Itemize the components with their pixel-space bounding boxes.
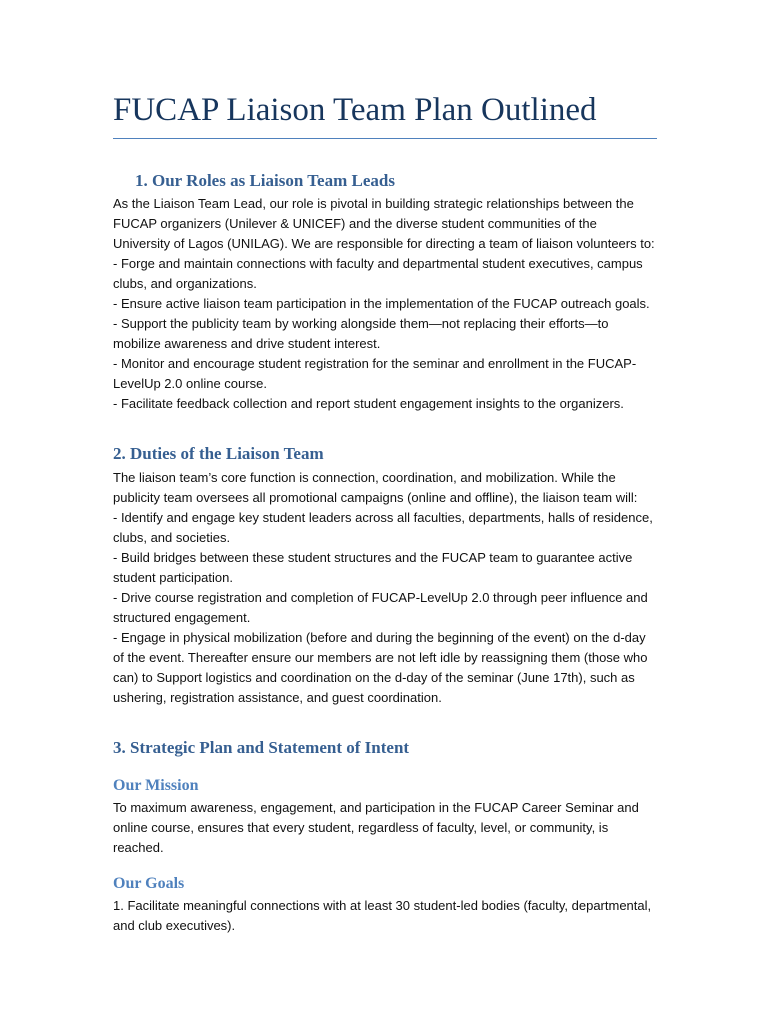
paragraph: 1. Facilitate meaningful connections with at least 30 student-led bodies (faculty, departmental, and club executives). xyxy=(113,898,652,934)
list-item: - Monitor and encourage student registration for the seminar and enrollment in the FUCAP-LevelUp 2.0 online course. xyxy=(113,356,637,392)
list-item: - Ensure active liaison team participation in the implementation of the FUCAP outreach goals. xyxy=(113,296,650,312)
list-item: - Facilitate feedback collection and report student engagement insights to the organizers. xyxy=(113,396,624,412)
document-title: FUCAP Liaison Team Plan Outlined xyxy=(113,92,657,139)
paragraph: To maximum awareness, engagement, and participation in the FUCAP Career Seminar and online course, ensures that every student, regardless of faculty, level, or community, is reached. xyxy=(113,800,639,856)
section-body-duties xyxy=(113,468,657,708)
subheading-goals: Our Goals xyxy=(113,875,185,893)
subheading-mission: Our Mission xyxy=(113,777,199,795)
mission-body xyxy=(113,798,657,858)
list-item: - Engage in physical mobilization (before and during the beginning of the event) on the d-day of the event. Thereafter ensure our members are not left idle by reassigning them (those who can) to Support logistics and coordination on the d-day of the seminar (June 17th), such as ushering, registration assistance, and guest coordination. xyxy=(113,629,648,705)
paragraph: As the Liaison Team Lead, our role is pivotal in building strategic relationships between the FUCAP organizers (Unilever & UNICEF) and the diverse student communities of the University of Lagos (UNILAG). We are responsible for directing a team of liaison volunteers to: xyxy=(113,196,655,252)
list-item: - Drive course registration and completion of FUCAP-LevelUp 2.0 through peer influence and structured engagement. xyxy=(113,589,648,625)
paragraph: The liaison team’s core function is connection, coordination, and mobilization. While the publicity team oversees all promotional campaigns (online and offline), the liaison team will: xyxy=(113,469,638,505)
list-item: - Build bridges between these student structures and the FUCAP team to guarantee active student participation. xyxy=(113,549,633,585)
section-body-roles xyxy=(113,194,657,414)
section-heading-duties: 2. Duties of the Liaison Team xyxy=(113,444,324,464)
document-page xyxy=(113,92,657,936)
goals-body xyxy=(113,896,657,936)
list-item: - Identify and engage key student leaders across all faculties, departments, halls of residence, clubs, and societies. xyxy=(113,509,653,545)
section-heading-roles: 1. Our Roles as Liaison Team Leads xyxy=(135,170,395,190)
list-item: - Forge and maintain connections with faculty and departmental student executives, campus clubs, and organizations. xyxy=(113,256,643,292)
list-item: - Support the publicity team by working alongside them—not replacing their efforts—to mobilize awareness and drive student interest. xyxy=(113,316,609,352)
section-heading-strategic-plan: 3. Strategic Plan and Statement of Intent xyxy=(113,737,410,757)
